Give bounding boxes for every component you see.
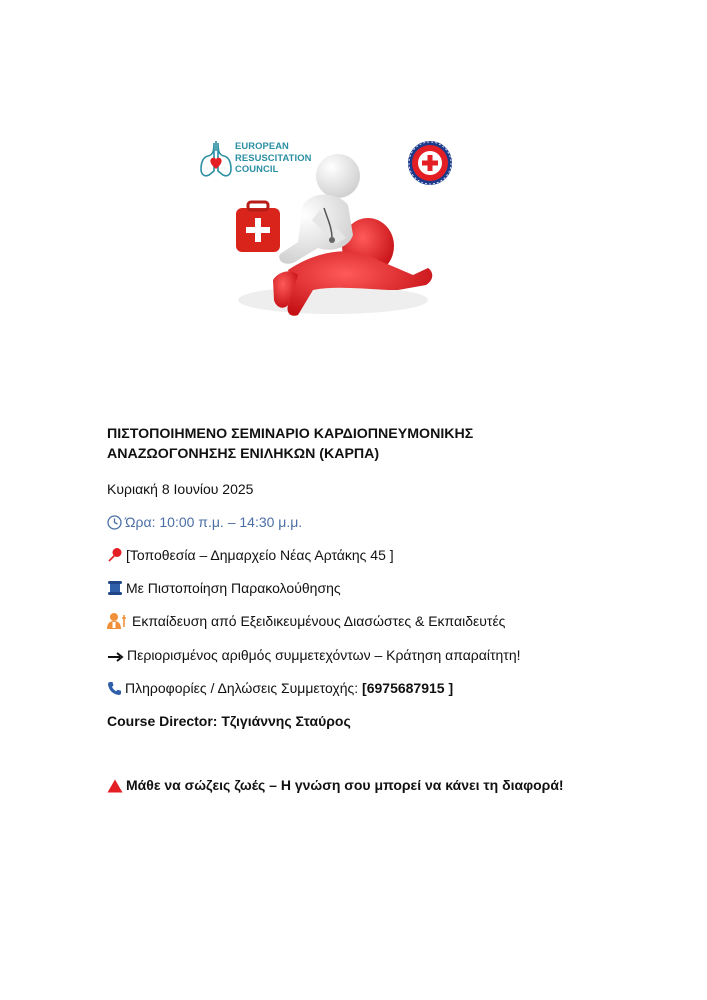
red-triangle-icon — [107, 779, 123, 793]
right-arrow-icon — [107, 651, 124, 663]
pushpin-icon — [107, 547, 123, 563]
title-line-1: ΠΙΣΤΟΠΟΙΗΜΕΝΟ ΣΕΜΙΝΑΡΙΟ ΚΑΡΔΙΟΠΝΕΥΜΟΝΙΚΗΣ — [107, 426, 474, 442]
clock-icon — [107, 515, 122, 530]
trainers-text: Εκπαίδευση από Εξειδικευμένους Διασώστες & Εκπαιδευτές — [132, 613, 506, 629]
limited-row — [107, 646, 521, 664]
erc-line-2: RESUSCITATION — [235, 151, 312, 163]
telephone-icon — [107, 681, 122, 696]
erc-line-1: EUROPEAN — [235, 140, 289, 151]
certificate-text: Με Πιστοποίηση Παρακολούθησης — [126, 580, 341, 596]
event-date: Κυριακή 8 Ιουνίου 2025 — [107, 481, 254, 497]
course-director: Course Director: Τζιγιάννης Σταύρος — [107, 713, 351, 729]
event-location-row — [107, 546, 394, 564]
event-time: Ώρα: 10:00 π.μ. – 14:30 μ.μ. — [125, 514, 303, 530]
slogan-row — [107, 776, 564, 794]
contact-row — [107, 679, 453, 697]
contact-label: Πληροφορίες / Δηλώσεις Συμμετοχής: — [125, 680, 363, 696]
flyer-title — [107, 424, 627, 464]
rescue-team-seal-icon — [407, 140, 453, 186]
trainers-row — [107, 612, 505, 630]
event-time-row — [107, 513, 302, 531]
slogan-text: Μάθε να σώζεις ζωές – Η γνώση σου μπορεί να κάνει τη διαφορά! — [126, 777, 564, 793]
limited-text: Περιορισμένος αριθμός συμμετεχόντων – Κράτηση απαραίτητη! — [127, 647, 521, 663]
erc-line-3: COUNCIL — [235, 163, 279, 175]
certificate-row — [107, 579, 341, 597]
scroll-icon — [107, 580, 123, 596]
event-location: [Τοποθεσία – Δημαρχείο Νέας Αρτάκης 45 ] — [126, 547, 394, 563]
contact-phone: [6975687915 ] — [362, 680, 454, 696]
rescuer-people-icon — [107, 612, 129, 629]
title-line-2: ΑΝΑΖΩΟΓΟΝΗΣΗΣ ΕΝΙΛΗΚΩΝ (ΚΑΡΠΑ) — [107, 446, 380, 462]
